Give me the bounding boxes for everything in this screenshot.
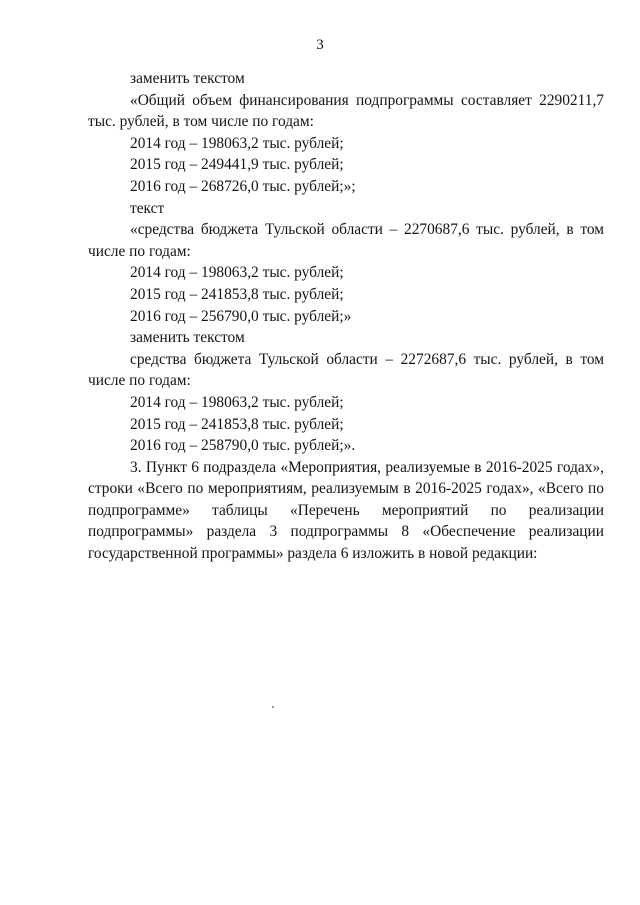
text-line: 2014 год – 198063,2 тыс. рублей; <box>130 134 344 152</box>
scan-speck <box>272 706 274 708</box>
text-line: «Общий объем финансирования подпрограммы составляет 2290211,7 <box>130 91 604 109</box>
text-line: строки «Всего по мероприятиям, реализуемым в 2016-2025 годах», «Всего по <box>88 480 604 498</box>
text-line: тыс. рублей, в том числе по годам: <box>88 113 314 131</box>
page-number: 3 <box>316 37 324 53</box>
text-line: заменить текстом <box>130 329 245 347</box>
text-line: 2016 год – 258790,0 тыс. рублей;». <box>130 437 356 455</box>
text-line: 2015 год – 241853,8 тыс. рублей; <box>130 415 344 433</box>
text-line: 2015 год – 241853,8 тыс. рублей; <box>130 285 344 303</box>
text-line: числе по годам: <box>88 372 191 390</box>
text-line: государственной программы» раздела 6 изложить в новой редакции: <box>88 545 538 563</box>
text-line: «средства бюджета Тульской области – 2270687,6 тыс. рублей, в том <box>130 221 604 239</box>
text-line: 2014 год – 198063,2 тыс. рублей; <box>130 393 344 411</box>
document-body <box>88 68 604 565</box>
text-line: подпрограммы» раздела 3 подпрограммы 8 «Обеспечение реализации <box>88 523 604 541</box>
text-line: 2015 год – 249441,9 тыс. рублей; <box>130 156 344 174</box>
text-line: числе по годам: <box>88 242 191 260</box>
text-line: 3. Пункт 6 подраздела «Мероприятия, реализуемые в 2016-2025 годах», <box>130 458 604 476</box>
text-line: 2016 год – 268726,0 тыс. рублей;»; <box>130 177 356 195</box>
text-line: средства бюджета Тульской области – 2272687,6 тыс. рублей, в том <box>130 350 604 368</box>
text-line: 2016 год – 256790,0 тыс. рублей;» <box>130 307 352 325</box>
text-line: текст <box>130 199 165 217</box>
text-line: заменить текстом <box>130 70 245 87</box>
text-line: подпрограмме» таблицы «Перечень мероприятий по реализации <box>88 501 604 519</box>
text-line: 2014 год – 198063,2 тыс. рублей; <box>130 264 344 282</box>
